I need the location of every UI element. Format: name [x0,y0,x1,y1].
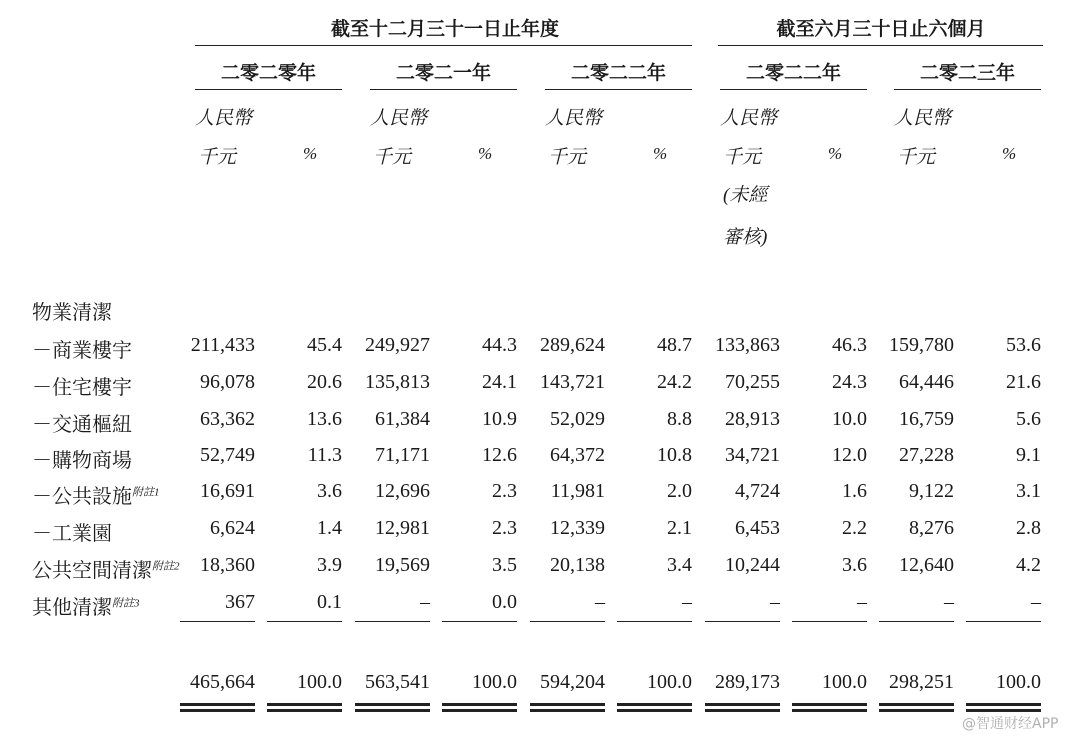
amount-cell: – [944,591,954,613]
group-header-year-end: 截至十二月三十一日止年度 [330,19,559,40]
amount-cell: 27,228 [899,444,954,466]
total-double-rule [617,703,692,712]
total-double-rule [530,703,605,712]
subtotal-rule [442,621,517,622]
total-percent-cell: 100.0 [822,671,867,693]
row-label [32,517,112,546]
amount-cell: 6,624 [210,517,255,539]
amount-cell: 19,569 [375,554,430,576]
total-double-rule [792,703,867,712]
amount-cell: 367 [225,591,255,613]
amount-cell: 52,749 [200,444,255,466]
percent-cell: 0.0 [492,591,517,613]
amount-cell: 16,691 [200,480,255,502]
percent-label: % [1002,144,1017,163]
percent-cell: 1.6 [842,480,867,502]
unit-label: 千元 [373,147,412,168]
row-label-text: 公共空間清潔 [32,560,152,582]
amount-cell: 8,276 [909,517,954,539]
unaudited-note-line2: 審核) [723,227,768,248]
percent-cell: 5.6 [1016,408,1041,430]
percent-cell: 44.3 [482,334,517,356]
percent-cell: 21.6 [1006,371,1041,393]
footnote-ref: 附註2 [152,560,180,573]
subtotal-rule [180,621,255,622]
subtotal-rule [355,621,430,622]
amount-cell: 12,981 [375,517,430,539]
year-header-rule [195,89,342,90]
percent-cell: 8.8 [667,408,692,430]
percent-cell: 24.2 [657,371,692,393]
row-label [32,591,140,620]
amount-cell: 70,255 [725,371,780,393]
percent-cell: 53.6 [1006,334,1041,356]
row-label [32,408,132,437]
percent-cell: 2.1 [667,517,692,539]
amount-cell: – [770,591,780,613]
amount-cell: 6,453 [735,517,780,539]
amount-cell: 9,122 [909,480,954,502]
currency-label: 人民幣 [720,108,778,129]
subtotal-rule [267,621,342,622]
group-header-six-months-rule [718,45,1043,46]
percent-cell: 2.8 [1016,517,1041,539]
amount-cell: 64,372 [550,444,605,466]
amount-cell: 12,640 [899,554,954,576]
row-label-text: －商業樓宇 [32,340,132,362]
amount-cell: 16,759 [899,408,954,430]
row-label [32,444,132,473]
percent-cell: 12.6 [482,444,517,466]
subtotal-rule [530,621,605,622]
total-amount-cell: 563,541 [365,671,430,693]
total-amount-cell: 465,664 [190,671,255,693]
amount-cell: 249,927 [365,334,430,356]
amount-cell: 28,913 [725,408,780,430]
percent-cell: – [857,591,867,613]
row-label-text: －交通樞紐 [32,414,132,436]
total-double-rule [879,703,954,712]
amount-cell: 64,446 [899,371,954,393]
section-label-property-cleaning: 物業清潔 [32,302,112,324]
percent-cell: 3.6 [842,554,867,576]
percent-cell: 2.0 [667,480,692,502]
percent-cell: 9.1 [1016,444,1041,466]
percent-label: % [828,144,843,163]
total-double-rule [705,703,780,712]
amount-cell: 12,339 [550,517,605,539]
unit-label: 千元 [897,147,936,168]
amount-cell: 61,384 [375,408,430,430]
percent-cell: 2.3 [492,517,517,539]
amount-cell: – [595,591,605,613]
footnote-ref: 附註3 [112,597,140,610]
amount-cell: 12,696 [375,480,430,502]
percent-cell: 3.1 [1016,480,1041,502]
percent-cell: 11.3 [307,444,342,466]
total-double-rule [966,703,1041,712]
total-amount-cell: 298,251 [889,671,954,693]
amount-cell: 4,724 [735,480,780,502]
total-amount-cell: 289,173 [715,671,780,693]
unaudited-note-line1: (未經 [723,185,768,206]
percent-label: % [653,144,668,163]
amount-cell: 63,362 [200,408,255,430]
percent-cell: 10.0 [832,408,867,430]
percent-cell: 4.2 [1016,554,1041,576]
year-header-rule [720,89,867,90]
total-double-rule [267,703,342,712]
currency-label: 人民幣 [545,108,603,129]
amount-cell: – [420,591,430,613]
percent-cell: – [1031,591,1041,613]
year-header: 二零二零年 [220,63,316,84]
percent-cell: 3.4 [667,554,692,576]
currency-label: 人民幣 [894,108,952,129]
percent-cell: 48.7 [657,334,692,356]
percent-cell: 13.6 [307,408,342,430]
total-percent-cell: 100.0 [472,671,517,693]
percent-cell: 0.1 [317,591,342,613]
watermark-text: @智通财经APP [962,716,1059,732]
percent-cell: 10.9 [482,408,517,430]
year-header-rule [894,89,1041,90]
percent-cell: 2.3 [492,480,517,502]
total-percent-cell: 100.0 [297,671,342,693]
amount-cell: 52,029 [550,408,605,430]
subtotal-rule [705,621,780,622]
percent-cell: 3.5 [492,554,517,576]
year-header: 二零二一年 [395,63,491,84]
group-header-year-end-rule [195,45,692,46]
percent-cell: 45.4 [307,334,342,356]
amount-cell: 96,078 [200,371,255,393]
row-label-text: －住宅樓宇 [32,377,132,399]
currency-label: 人民幣 [370,108,428,129]
total-double-rule [355,703,430,712]
year-header: 二零二二年 [570,63,666,84]
row-label-text: 其他清潔 [32,597,112,619]
footnote-ref: 附註1 [132,486,160,499]
subtotal-rule [879,621,954,622]
total-percent-cell: 100.0 [996,671,1041,693]
percent-cell: 24.3 [832,371,867,393]
percent-cell: 24.1 [482,371,517,393]
amount-cell: 159,780 [889,334,954,356]
amount-cell: 34,721 [725,444,780,466]
amount-cell: 10,244 [725,554,780,576]
amount-cell: 11,981 [550,480,605,502]
unit-label: 千元 [723,147,762,168]
row-label [32,334,132,363]
percent-cell: 3.6 [317,480,342,502]
amount-cell: 18,360 [200,554,255,576]
amount-cell: 135,813 [365,371,430,393]
percent-cell: 10.8 [657,444,692,466]
subtotal-rule [617,621,692,622]
amount-cell: 289,624 [540,334,605,356]
total-percent-cell: 100.0 [647,671,692,693]
percent-cell: 12.0 [832,444,867,466]
percent-cell: 20.6 [307,371,342,393]
year-header: 二零二三年 [919,63,1015,84]
percent-cell: 1.4 [317,517,342,539]
amount-cell: 20,138 [550,554,605,576]
percent-cell: 2.2 [842,517,867,539]
percent-label: % [303,144,318,163]
row-label-text: －公共設施 [32,486,132,508]
currency-label: 人民幣 [195,108,253,129]
percent-cell: 3.9 [317,554,342,576]
subtotal-rule [966,621,1041,622]
amount-cell: 71,171 [375,444,430,466]
unit-label: 千元 [548,147,587,168]
percent-cell: 46.3 [832,334,867,356]
year-header: 二零二二年 [745,63,841,84]
year-header-rule [545,89,692,90]
unit-label: 千元 [198,147,237,168]
year-header-rule [370,89,517,90]
row-label [32,371,132,400]
amount-cell: 143,721 [540,371,605,393]
row-label-text: －購物商場 [32,450,132,472]
row-label [32,480,160,509]
group-header-six-months: 截至六月三十日止六個月 [776,19,986,40]
total-double-rule [180,703,255,712]
subtotal-rule [792,621,867,622]
percent-label: % [478,144,493,163]
amount-cell: 211,433 [190,334,255,356]
amount-cell: 133,863 [715,334,780,356]
row-label-text: －工業園 [32,523,112,545]
total-amount-cell: 594,204 [540,671,605,693]
percent-cell: – [682,591,692,613]
total-double-rule [442,703,517,712]
